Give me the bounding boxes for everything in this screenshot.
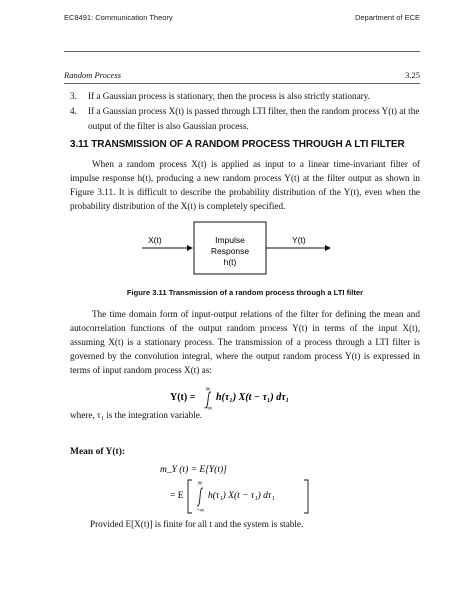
eq1-lhs: Y(t) = xyxy=(170,392,196,403)
input-label: X(t) xyxy=(148,235,162,245)
box-line-1: Impulse xyxy=(215,235,245,245)
eq1-lower-limit: −∞ xyxy=(203,405,213,410)
output-label: Y(t) xyxy=(292,235,306,245)
list-item-number: 3. xyxy=(70,91,77,101)
running-divider xyxy=(64,83,420,84)
eq1-integrand: h(τ₁) X(t − τ₁) dτ₁ xyxy=(216,392,290,403)
mean-integrand: h(τ₁) X(t − τ₁) dτ₁ xyxy=(208,491,275,501)
list-item-text: If a Gaussian process X(t) is passed through LTI filter, then the random process Y(t) at the output of the filter is also Gaussian process. xyxy=(88,106,420,131)
left-bracket xyxy=(188,480,192,513)
list-item-number: 4. xyxy=(70,106,77,116)
document-header-right: Department of ECE xyxy=(354,13,420,22)
list-item-text: If a Gaussian process is stationary, then the process is also strictly stationary. xyxy=(88,91,371,101)
mean-upper-limit: ∞ xyxy=(197,479,203,487)
page-number: 3.25 xyxy=(405,70,420,80)
eq1-upper-limit: ∞ xyxy=(205,385,211,393)
paragraph-convolution: The time domain form of input-output relations of the filter for defining the mean and autocorrelation functions of the output random process Y(t) in terms of the input X(t), assuming X(t) is a stationary process. The transmission of a process through a LTI filter is governed by the convolution integral, where the output random process Y(t) is expressed in terms of input random process X(t) as: xyxy=(70,309,420,375)
mean-heading: Mean of Y(t): xyxy=(70,447,126,457)
list-item xyxy=(70,104,420,133)
paragraph-intro: When a random process X(t) is applied as input to a linear time-invariant filter of impulse response h(t), producing a new random process Y(t) at the filter output as shown in Figure 3.11. It is difficult to describe the probability distribution of the Y(t), even when the probability distribution of the X(t) is completely specified. xyxy=(70,159,420,211)
mean-lower-limit: −∞ xyxy=(195,507,205,514)
block-diagram xyxy=(140,218,340,280)
provided-line: Provided E[X(t)] is finite for all t and the system is stable. xyxy=(90,519,304,529)
running-title: Random Process xyxy=(64,70,122,80)
box-line-2: Response xyxy=(210,246,250,256)
right-bracket xyxy=(304,480,308,513)
convolution-equation xyxy=(170,384,330,410)
mean-eq-prefix: = E xyxy=(170,491,184,501)
mean-equation xyxy=(160,458,330,516)
document-header-left: EC8491: Communication Theory xyxy=(64,13,173,22)
section-heading: 3.11 TRANSMISSION OF A RANDOM PROCESS THROUGH A LTI FILTER xyxy=(70,139,405,150)
integral-sign xyxy=(197,488,203,506)
figure-caption: Figure 3.11 Transmission of a random process through a LTI filter xyxy=(126,288,364,297)
where-line: where, τ₁ is the integration variable. xyxy=(70,410,203,420)
header-divider xyxy=(64,51,420,52)
box-line-3: h(t) xyxy=(223,257,237,267)
list-item xyxy=(70,89,420,104)
mean-line-1: m_Y (t) = E[Y(t)] xyxy=(160,465,227,475)
